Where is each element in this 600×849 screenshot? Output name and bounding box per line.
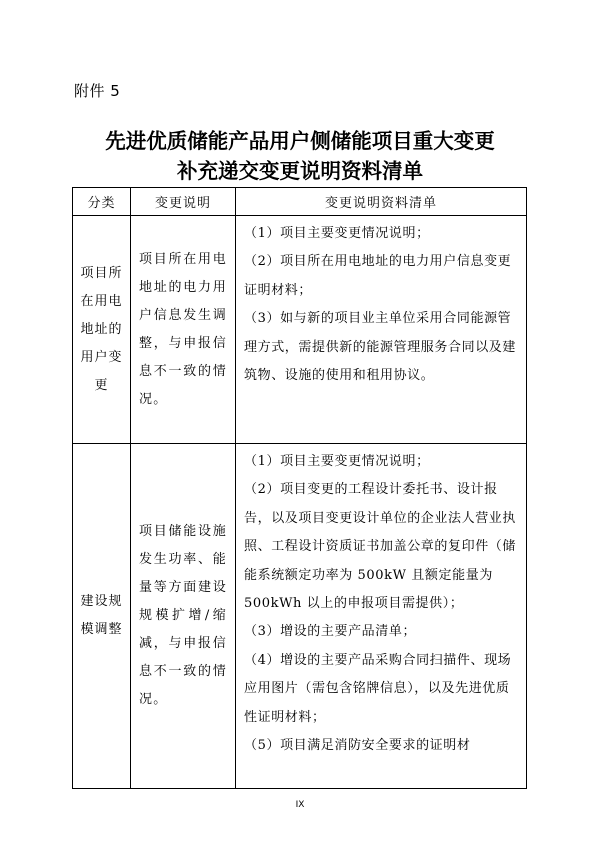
row-description: 项目所在用电地址的电力用户信息发生调整，与申报信息不一致的情况。 [131,216,236,444]
header-description: 变更说明 [131,188,236,216]
table-header-row [73,188,527,216]
row-materials-list [236,444,527,789]
change-materials-table [72,187,527,789]
row-description: 项目储能设施发生功率、能量等方面建设规模扩增/缩减，与申报信息不一致的情况。 [131,444,236,789]
document-title-line-1: 先进优质储能产品用户侧储能项目重大变更 [105,129,495,153]
row-category-cell [73,444,131,789]
row-category: 项目所在用电地址的用户变更 [80,265,123,393]
list-item: （3）增设的主要产品清单； [244,624,417,640]
page-number: IX [295,800,305,810]
list-item: （2）项目所在用电地址的电力用户信息变更证明材料； [244,254,512,298]
row-materials-list [236,216,527,444]
header-materials-list: 变更说明资料清单 [236,188,527,216]
header-category: 分类 [73,188,131,216]
list-item: （1）项目主要变更情况说明； [244,454,430,469]
attachment-label: 附件 5 [74,82,121,100]
row-category-cell [73,216,131,444]
list-item: （5）项目满足消防安全要求的证明材 [244,738,471,754]
document-title-line-2: 补充递交变更说明资料清单 [177,159,423,183]
list-item: （4）增设的主要产品采购合同扫描件、现场应用图片（需包含铭牌信息），以及先进优质性证明材料； [244,652,512,725]
table-row [73,216,527,444]
list-item: （1）项目主要变更情况说明； [244,226,430,241]
row-category: 建设规模调整 [80,594,123,637]
list-item: （2）项目变更的工程设计委托书、设计报告，以及项目变更设计单位的企业法人营业执照、工程设计资质证书加盖公章的复印件（储能系统额定功率为 500kW 且额定能量为 500kWh 以上的申报项目需提供）； [244,482,517,612]
table-row [73,444,527,789]
list-item: （3）如与新的项目业主单位采用合同能源管理方式，需提供新的能源管理服务合同以及建筑物、设施的使用和租用协议。 [244,311,517,384]
